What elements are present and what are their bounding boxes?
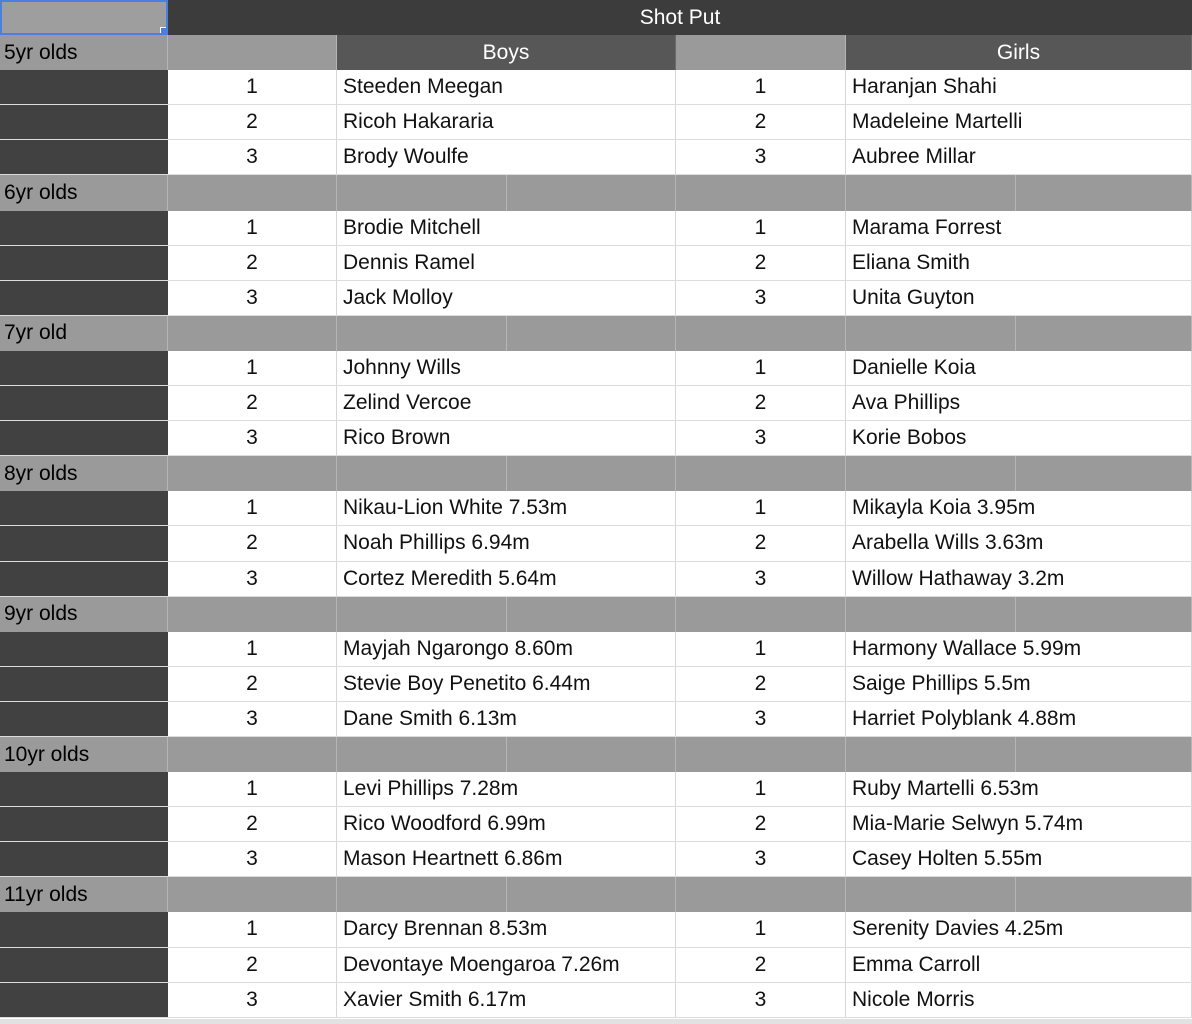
girls-name-cell[interactable]: Nicole Morris: [846, 983, 1192, 1017]
age-label[interactable]: 7yr old: [0, 316, 168, 351]
table-row: [0, 281, 1192, 316]
age-label[interactable]: 10yr olds: [0, 737, 168, 772]
group-side-cell[interactable]: [0, 807, 168, 841]
girls-name-cell[interactable]: Aubree Millar: [846, 140, 1192, 174]
empty-cell[interactable]: [337, 597, 676, 632]
table-row: [0, 526, 1192, 561]
girls-header[interactable]: Girls: [846, 35, 1192, 70]
group-side-cell[interactable]: [0, 211, 168, 245]
age-label[interactable]: 11yr olds: [0, 877, 168, 912]
girls-name-cell[interactable]: Arabella Wills 3.63m: [846, 526, 1192, 560]
girls-name-cell[interactable]: Mikayla Koia 3.95m: [846, 491, 1192, 525]
boys-name-cell[interactable]: Nikau-Lion White 7.53m: [337, 491, 676, 525]
boys-place-cell[interactable]: 1: [168, 491, 337, 525]
boys-place-cell[interactable]: 2: [168, 386, 337, 420]
boys-place-cell[interactable]: 1: [168, 632, 337, 666]
boys-place-cell[interactable]: 3: [168, 421, 337, 455]
boys-name-cell[interactable]: Mason Heartnett 6.86m: [337, 842, 676, 876]
empty-cell[interactable]: [337, 877, 676, 912]
table-row: [0, 140, 1192, 175]
boys-place-cell[interactable]: 2: [168, 526, 337, 560]
empty-cell[interactable]: [337, 737, 676, 772]
boys-place-cell[interactable]: 3: [168, 842, 337, 876]
empty-cell[interactable]: [676, 35, 846, 70]
table-row: [0, 632, 1192, 667]
girls-place-cell[interactable]: 2: [676, 526, 846, 560]
table-row: [0, 246, 1192, 281]
girls-name-cell[interactable]: Harmony Wallace 5.99m: [846, 632, 1192, 666]
girls-place-cell[interactable]: 2: [676, 246, 846, 280]
girls-place-cell[interactable]: 3: [676, 421, 846, 455]
empty-cell[interactable]: [846, 877, 1192, 912]
boys-name-cell[interactable]: Noah Phillips 6.94m: [337, 526, 676, 560]
empty-cell[interactable]: [337, 316, 676, 351]
girls-place-cell[interactable]: 2: [676, 807, 846, 841]
table-row: [0, 105, 1192, 140]
boys-name-cell[interactable]: Darcy Brennan 8.53m: [337, 912, 676, 946]
girls-place-cell[interactable]: 3: [676, 842, 846, 876]
empty-cell[interactable]: [846, 316, 1192, 351]
table-row: [0, 667, 1192, 702]
empty-cell[interactable]: [168, 737, 337, 772]
boys-name-cell[interactable]: Xavier Smith 6.17m: [337, 983, 676, 1017]
group-side-cell[interactable]: [0, 526, 168, 560]
table-row: [0, 70, 1192, 105]
results-table: [0, 35, 1192, 1018]
age-label[interactable]: 5yr olds: [0, 35, 168, 70]
girls-name-cell[interactable]: Casey Holten 5.55m: [846, 842, 1192, 876]
boys-name-cell[interactable]: Brody Woulfe: [337, 140, 676, 174]
girls-name-cell[interactable]: Mia-Marie Selwyn 5.74m: [846, 807, 1192, 841]
table-row: [0, 772, 1192, 807]
table-row: [0, 807, 1192, 842]
age-group-row: [0, 35, 1192, 70]
girls-place-cell[interactable]: 1: [676, 772, 846, 806]
boys-name-cell[interactable]: Johnny Wills: [337, 351, 676, 385]
girls-place-cell[interactable]: 3: [676, 702, 846, 736]
girls-place-cell[interactable]: 3: [676, 562, 846, 596]
boys-place-cell[interactable]: 1: [168, 351, 337, 385]
empty-cell[interactable]: [676, 175, 846, 210]
boys-name-cell[interactable]: Devontaye Moengaroa 7.26m: [337, 948, 676, 982]
group-side-cell[interactable]: [0, 912, 168, 946]
boys-place-cell[interactable]: 1: [168, 211, 337, 245]
boys-name-cell[interactable]: Stevie Boy Penetito 6.44m: [337, 667, 676, 701]
empty-cell[interactable]: [168, 456, 337, 491]
girls-name-cell[interactable]: Ruby Martelli 6.53m: [846, 772, 1192, 806]
empty-cell[interactable]: [337, 456, 676, 491]
title-row: [0, 0, 1192, 35]
boys-name-cell[interactable]: Zelind Vercoe: [337, 386, 676, 420]
boys-place-cell[interactable]: 3: [168, 140, 337, 174]
girls-name-cell[interactable]: Madeleine Martelli: [846, 105, 1192, 139]
age-group-row: [0, 316, 1192, 351]
horizontal-scrollbar[interactable]: [0, 1019, 1192, 1024]
boys-name-cell[interactable]: Cortez Meredith 5.64m: [337, 562, 676, 596]
boys-name-cell[interactable]: Brodie Mitchell: [337, 211, 676, 245]
empty-cell[interactable]: [676, 456, 846, 491]
empty-cell[interactable]: [676, 737, 846, 772]
age-label[interactable]: 6yr olds: [0, 175, 168, 210]
girls-name-cell[interactable]: Marama Forrest: [846, 211, 1192, 245]
group-side-cell[interactable]: [0, 562, 168, 596]
boys-place-cell[interactable]: 3: [168, 281, 337, 315]
empty-cell[interactable]: [846, 597, 1192, 632]
boys-place-cell[interactable]: 1: [168, 70, 337, 104]
table-row: [0, 948, 1192, 983]
group-side-cell[interactable]: [0, 105, 168, 139]
group-side-cell[interactable]: [0, 667, 168, 701]
boys-place-cell[interactable]: 2: [168, 667, 337, 701]
girls-name-cell[interactable]: Saige Phillips 5.5m: [846, 667, 1192, 701]
group-side-cell[interactable]: [0, 983, 168, 1017]
girls-place-cell[interactable]: 1: [676, 351, 846, 385]
girls-name-cell[interactable]: Harriet Polyblank 4.88m: [846, 702, 1192, 736]
empty-cell[interactable]: [168, 877, 337, 912]
group-side-cell[interactable]: [0, 386, 168, 420]
age-group-row: [0, 597, 1192, 632]
girls-name-cell[interactable]: Eliana Smith: [846, 246, 1192, 280]
age-label[interactable]: 9yr olds: [0, 597, 168, 632]
age-group-row: [0, 175, 1192, 210]
age-group-row: [0, 877, 1192, 912]
empty-cell[interactable]: [168, 35, 337, 70]
group-side-cell[interactable]: [0, 246, 168, 280]
girls-name-cell[interactable]: Unita Guyton: [846, 281, 1192, 315]
girls-name-cell[interactable]: Ava Phillips: [846, 386, 1192, 420]
age-label[interactable]: 8yr olds: [0, 456, 168, 491]
boys-place-cell[interactable]: 1: [168, 912, 337, 946]
boys-place-cell[interactable]: 2: [168, 948, 337, 982]
boys-name-cell[interactable]: Jack Molloy: [337, 281, 676, 315]
empty-cell[interactable]: [676, 597, 846, 632]
boys-name-cell[interactable]: Dane Smith 6.13m: [337, 702, 676, 736]
empty-cell[interactable]: [168, 597, 337, 632]
empty-cell[interactable]: [846, 456, 1192, 491]
girls-place-cell[interactable]: 1: [676, 632, 846, 666]
girls-name-cell[interactable]: Serenity Davies 4.25m: [846, 912, 1192, 946]
girls-name-cell[interactable]: Emma Carroll: [846, 948, 1192, 982]
fill-handle[interactable]: [160, 27, 168, 35]
boys-name-cell[interactable]: Dennis Ramel: [337, 246, 676, 280]
boys-name-cell[interactable]: Steeden Meegan: [337, 70, 676, 104]
girls-name-cell[interactable]: Haranjan Shahi: [846, 70, 1192, 104]
empty-cell[interactable]: [676, 877, 846, 912]
table-row: [0, 562, 1192, 597]
boys-place-cell[interactable]: 3: [168, 562, 337, 596]
boys-name-cell[interactable]: Mayjah Ngarongo 8.60m: [337, 632, 676, 666]
table-row: [0, 842, 1192, 877]
group-side-cell[interactable]: [0, 842, 168, 876]
boys-place-cell[interactable]: 2: [168, 246, 337, 280]
selected-cell[interactable]: [0, 0, 168, 35]
sheet-title[interactable]: Shot Put: [639, 5, 721, 29]
table-row: [0, 351, 1192, 386]
girls-place-cell[interactable]: 2: [676, 667, 846, 701]
group-side-cell[interactable]: [0, 70, 168, 104]
group-side-cell[interactable]: [0, 140, 168, 174]
table-row: [0, 912, 1192, 947]
girls-name-cell[interactable]: Willow Hathaway 3.2m: [846, 562, 1192, 596]
group-side-cell[interactable]: [0, 948, 168, 982]
group-side-cell[interactable]: [0, 421, 168, 455]
group-side-cell[interactable]: [0, 702, 168, 736]
girls-place-cell[interactable]: 3: [676, 140, 846, 174]
boys-place-cell[interactable]: 1: [168, 772, 337, 806]
boys-name-cell[interactable]: Ricoh Hakararia: [337, 105, 676, 139]
girls-place-cell[interactable]: 3: [676, 281, 846, 315]
group-side-cell[interactable]: [0, 351, 168, 385]
empty-cell[interactable]: [676, 316, 846, 351]
table-row: [0, 211, 1192, 246]
group-side-cell[interactable]: [0, 281, 168, 315]
girls-place-cell[interactable]: 2: [676, 105, 846, 139]
table-row: [0, 421, 1192, 456]
table-row: [0, 386, 1192, 421]
boys-place-cell[interactable]: 3: [168, 702, 337, 736]
boys-name-cell[interactable]: Rico Brown: [337, 421, 676, 455]
empty-cell[interactable]: [168, 316, 337, 351]
girls-place-cell[interactable]: 1: [676, 70, 846, 104]
girls-name-cell[interactable]: Korie Bobos: [846, 421, 1192, 455]
age-group-row: [0, 737, 1192, 772]
group-side-cell[interactable]: [0, 491, 168, 525]
empty-cell[interactable]: [168, 175, 337, 210]
group-side-cell[interactable]: [0, 772, 168, 806]
boys-place-cell[interactable]: 2: [168, 807, 337, 841]
boys-place-cell[interactable]: 3: [168, 983, 337, 1017]
empty-cell[interactable]: [846, 737, 1192, 772]
boys-place-cell[interactable]: 2: [168, 105, 337, 139]
girls-place-cell[interactable]: 2: [676, 386, 846, 420]
table-row: [0, 702, 1192, 737]
girls-place-cell[interactable]: 1: [676, 211, 846, 245]
group-side-cell[interactable]: [0, 632, 168, 666]
girls-place-cell[interactable]: 3: [676, 983, 846, 1017]
age-group-row: [0, 456, 1192, 491]
girls-place-cell[interactable]: 2: [676, 948, 846, 982]
boys-header[interactable]: Boys: [337, 35, 676, 70]
table-row: [0, 491, 1192, 526]
girls-place-cell[interactable]: 1: [676, 912, 846, 946]
empty-cell[interactable]: [846, 175, 1192, 210]
girls-name-cell[interactable]: Danielle Koia: [846, 351, 1192, 385]
boys-name-cell[interactable]: Levi Phillips 7.28m: [337, 772, 676, 806]
table-row: [0, 983, 1192, 1018]
boys-name-cell[interactable]: Rico Woodford 6.99m: [337, 807, 676, 841]
empty-cell[interactable]: [337, 175, 676, 210]
girls-place-cell[interactable]: 1: [676, 491, 846, 525]
